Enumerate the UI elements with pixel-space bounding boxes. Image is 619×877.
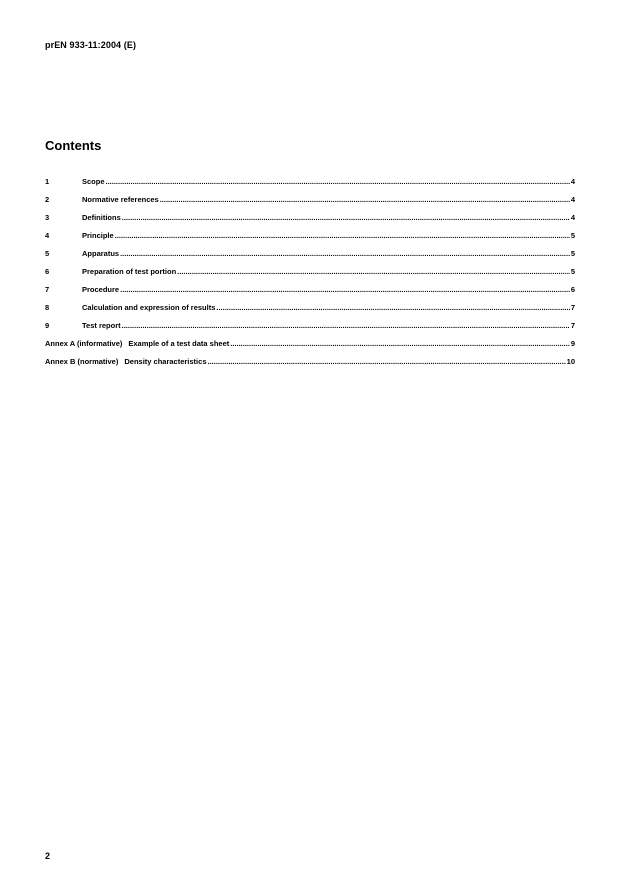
toc-entry-page: 5	[570, 231, 575, 240]
toc-annex-title: Example of a test data sheet	[128, 339, 230, 348]
toc-leader-dots	[216, 303, 569, 312]
toc-entry-page: 4	[570, 213, 575, 222]
toc-entry-principle[interactable]	[45, 231, 575, 249]
toc-leader-dots	[177, 267, 570, 276]
toc-entry-title: Normative references	[82, 195, 159, 204]
toc-leader-dots	[122, 213, 570, 222]
toc-leader-dots	[122, 321, 570, 330]
toc-annex-label: Annex A (informative)	[45, 339, 123, 348]
toc-entry-number: 9	[45, 321, 50, 330]
toc-entry-title: Definitions	[82, 213, 121, 222]
toc-entry-title: Apparatus	[82, 249, 120, 258]
toc-leader-dots	[120, 249, 570, 258]
toc-entry-number: 6	[45, 267, 50, 276]
toc-entry-definitions[interactable]	[45, 213, 575, 231]
toc-entry-page: 7	[570, 303, 575, 312]
toc-annex-page: 9	[570, 339, 575, 348]
toc-entry-number: 1	[45, 177, 50, 186]
toc-entry-number: 7	[45, 285, 50, 294]
toc-entry-title: Preparation of test portion	[82, 267, 177, 276]
toc-entry-number: 4	[45, 231, 50, 240]
toc-entry-title: Principle	[82, 231, 114, 240]
toc-entry-page: 5	[570, 267, 575, 276]
toc-entry-title: Calculation and expression of results	[82, 303, 216, 312]
toc-entry-title: Scope	[82, 177, 105, 186]
toc-entry-preparation-of-test-portion[interactable]	[45, 267, 575, 285]
toc-entry-page: 6	[570, 285, 575, 294]
toc-entry-normative-references[interactable]	[45, 195, 575, 213]
toc-entry-apparatus[interactable]	[45, 249, 575, 267]
toc-annex-page: 10	[566, 357, 575, 366]
toc-entry-scope[interactable]	[45, 177, 575, 195]
toc-entry-procedure[interactable]	[45, 285, 575, 303]
toc-annex-b[interactable]	[45, 357, 575, 375]
toc-entry-test-report[interactable]	[45, 321, 575, 339]
toc-leader-dots	[106, 177, 570, 186]
document-id: prEN 933-11:2004 (E)	[45, 40, 137, 50]
toc-entry-title: Test report	[82, 321, 121, 330]
toc-annex-title: Density characteristics	[124, 357, 207, 366]
toc-leader-dots	[230, 339, 570, 348]
contents-heading: Contents	[45, 138, 102, 153]
toc-entry-number: 8	[45, 303, 50, 312]
toc-entry-number: 3	[45, 213, 50, 222]
toc-annex-a[interactable]	[45, 339, 575, 357]
toc-annex-label: Annex B (normative)	[45, 357, 119, 366]
toc-entry-page: 5	[570, 249, 575, 258]
toc-entry-page: 4	[570, 195, 575, 204]
toc-leader-dots	[115, 231, 570, 240]
toc-leader-dots	[160, 195, 570, 204]
toc-entry-title: Procedure	[82, 285, 120, 294]
toc-entry-number: 2	[45, 195, 50, 204]
toc-leader-dots	[120, 285, 570, 294]
toc-entry-number: 5	[45, 249, 50, 258]
toc-leader-dots	[208, 357, 566, 366]
page-number: 2	[45, 851, 51, 861]
table-of-contents	[45, 177, 575, 375]
toc-entry-calculation-and-expression-of-results[interactable]	[45, 303, 575, 321]
toc-entry-page: 4	[570, 177, 575, 186]
toc-entry-page: 7	[570, 321, 575, 330]
